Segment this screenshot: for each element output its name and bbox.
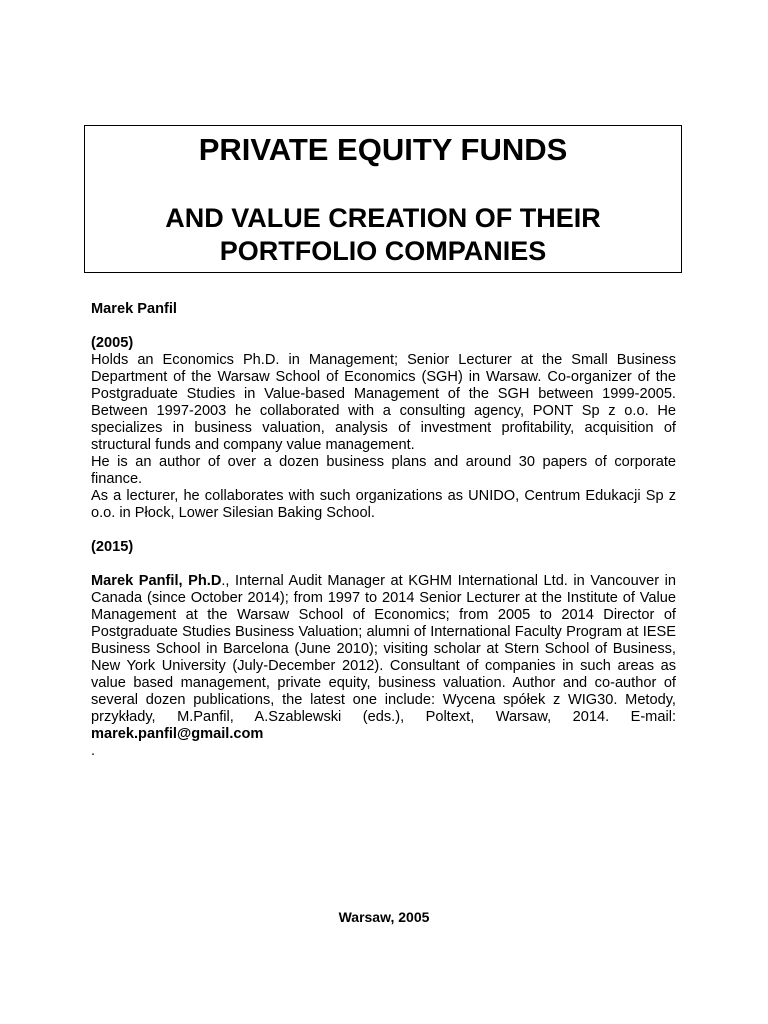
bio-2015-text: ., Internal Audit Manager at KGHM International Ltd. in Vancouver in Canada (since October 2014); from 1997 to 2014 Senior Lecturer at the Institute of Value Management at the Warsaw School of Economics; from 2005 to 2014 Director of Postgraduate Studies Business Valuation; alumni of International Faculty Program at IESE Business School in Barcelona (June 2010); visiting scholar at Stern School of Business, New York University (July-December 2012). Consultant of companies in such areas as value based management, private equity, business valuation. Author and co-author of several dozen publications, the latest one include: Wycena spółek z WIG30. Metody, przykłady, M.Panfil, A.Szablewski (eds.), Poltext, Warsaw, 2014. E-mail:: [91, 573, 676, 725]
bio-2005-paragraph-3: As a lecturer, he collaborates with such organizations as UNIDO, Centrum Edukacji Sp z o.o. in Płock, Lower Silesian Baking School.: [91, 488, 676, 521]
title-box: [84, 125, 682, 273]
year-label-2015: (2015): [91, 539, 134, 555]
author-name: Marek Panfil: [91, 301, 177, 317]
bio-2005-paragraph-2: He is an author of over a dozen business plans and around 30 papers of corporate finance.: [91, 454, 676, 487]
author-email-link[interactable]: marek.panfil@gmail.com: [91, 726, 264, 742]
bio-2005-paragraph-1: Holds an Economics Ph.D. in Management; Senior Lecturer at the Small Business Department of the Warsaw School of Economics (SGH) in Warsaw. Co-organizer of the Postgraduate Studies in Value-based Management of the SGH between 1999-2005. Between 1997-2003 he collaborated with a consulting agency, PONT Sp z o.o. He specializes in business valuation, analysis of investment profitability, acquisition of structural funds and company value management.: [91, 352, 676, 453]
spacer: [91, 556, 676, 573]
document-subtitle: [85, 202, 681, 268]
trailing-period: .: [91, 743, 96, 759]
subtitle-line-1: AND VALUE CREATION OF THEIR: [165, 203, 601, 233]
subtitle-line-2: PORTFOLIO COMPANIES: [219, 236, 547, 266]
bio-2015-paragraph: [91, 573, 676, 743]
spacer: [91, 522, 676, 539]
document-body: [91, 301, 676, 760]
year-label-2005: (2005): [91, 335, 134, 351]
document-title: PRIVATE EQUITY FUNDS: [198, 132, 568, 167]
spacer: [91, 318, 676, 335]
bio-2015-name: Marek Panfil, Ph.D: [91, 573, 222, 589]
footer-place-date: Warsaw, 2005: [338, 909, 430, 925]
